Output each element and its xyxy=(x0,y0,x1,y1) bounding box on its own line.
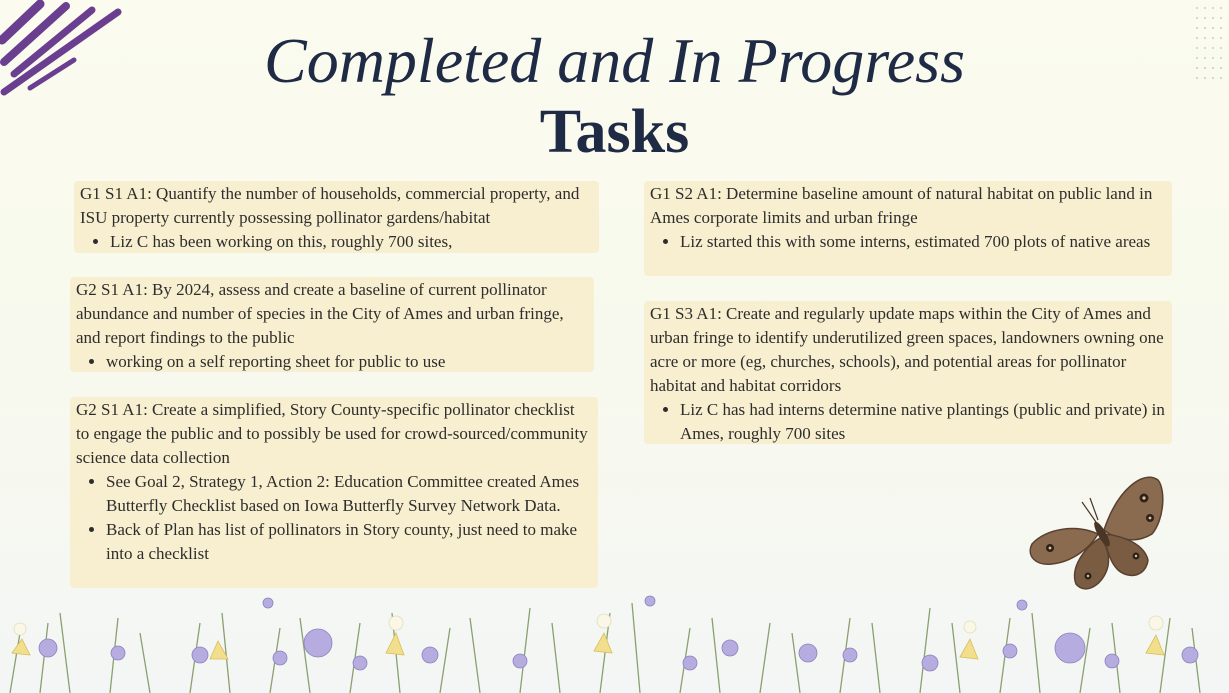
task-heading: G2 S1 A1: Create a simplified, Story County-specific pollinator checklist to engage the public and to possibly be used for crowd-sourced/community science data collection xyxy=(76,400,588,467)
task-bullets xyxy=(76,470,592,566)
task-bullets xyxy=(76,350,588,374)
title-line-1: Completed and In Progress xyxy=(264,25,965,96)
task-bullet: • working on a self reporting sheet for public to use xyxy=(106,350,588,374)
task-box xyxy=(644,301,1172,444)
task-bullet: • Liz started this with some interns, estimated 700 plots of native areas xyxy=(680,230,1166,254)
task-heading: G1 S3 A1: Create and regularly update maps within the City of Ames and urban fringe to identify underutilized green spaces, landowners owning one acre or more (eg, churches, schools), and potential areas for pollinator habitat and habitat corridors xyxy=(650,304,1164,395)
task-box xyxy=(644,181,1172,276)
wildflower-border xyxy=(0,593,1229,693)
task-box xyxy=(70,277,594,372)
butterfly-illustration xyxy=(1026,468,1171,603)
task-bullet: • Liz C has been working on this, roughly 700 sites, xyxy=(110,230,593,254)
task-bullet: • Liz C has had interns determine native plantings (public and private) in Ames, roughly 700 sites xyxy=(680,398,1166,446)
task-heading: G1 S2 A1: Determine baseline amount of natural habitat on public land in Ames corporate limits and urban fringe xyxy=(650,184,1153,227)
task-heading: G2 S1 A1: By 2024, assess and create a baseline of current pollinator abundance and number of species in the City of Ames and urban fringe, and report findings to the public xyxy=(76,280,564,347)
task-heading: G1 S1 A1: Quantify the number of households, commercial property, and ISU property currently possessing pollinator gardens/habitat xyxy=(80,184,580,227)
task-bullets xyxy=(650,398,1166,446)
task-bullet: • See Goal 2, Strategy 1, Action 2: Education Committee created Ames Butterfly Checklist based on Iowa Butterfly Survey Network Data. xyxy=(106,470,592,518)
title-line-2: Tasks xyxy=(539,98,690,166)
task-bullets xyxy=(650,230,1166,254)
task-box xyxy=(74,181,599,253)
task-bullets xyxy=(80,230,593,254)
task-bullet: • Back of Plan has list of pollinators in Story county, just need to make into a checklist xyxy=(106,518,592,566)
task-box xyxy=(70,397,598,588)
